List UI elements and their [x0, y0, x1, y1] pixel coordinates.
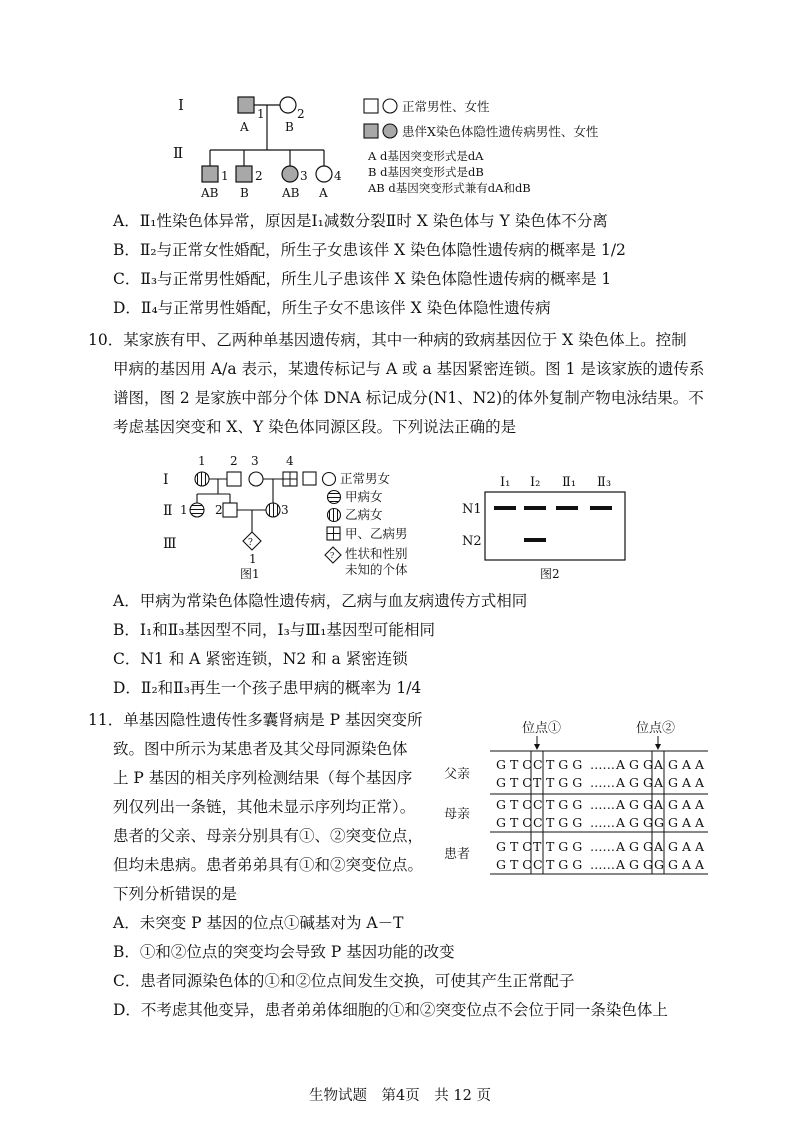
q11-seq-cell: T G G	[546, 815, 583, 830]
q11-seq-cell: A	[654, 757, 664, 772]
q9-ii2-num: 2	[255, 169, 263, 183]
q11-seq-cell: T G G	[546, 839, 583, 854]
q11-stem-line3: 上 P 基因的相关序列检测结果（每个基因序	[113, 769, 413, 787]
q9-i1-num: 1	[257, 107, 265, 121]
q9-ii1-num: 1	[221, 169, 229, 183]
q10-ii3-num: 3	[281, 503, 289, 517]
q11-seq-cell: G A A	[668, 757, 704, 772]
q11-stem-line4: 列仅列出一条链，其他未显示序列均正常）。	[113, 798, 416, 816]
q11-seq-cell: ……	[590, 857, 615, 872]
q11-seq-cell: C	[533, 815, 543, 830]
q11-seq-cell: T G G	[546, 757, 583, 772]
q10-i2-symbol	[227, 472, 241, 486]
q11-seq-cell: G A A	[668, 857, 704, 872]
q11-seq-cell: ……	[590, 839, 615, 854]
q10-stem-line3: 谱图，图 2 是家族中部分个体 DNA 标记成分(N1、N2)的体外复制产物电泳结果。不	[113, 389, 704, 407]
q10-legend-unknown-2: 未知的个体	[345, 562, 408, 577]
q11-seq-cell: T	[533, 775, 542, 790]
svg-text:?: ?	[248, 538, 253, 548]
q10-gel-lane-1: Ⅰ₁	[500, 475, 511, 490]
q10-gel-lane-3: Ⅱ₁	[562, 475, 577, 490]
q9-gen-I: Ⅰ	[178, 96, 184, 114]
q10-gel-n1-label: N1	[462, 502, 482, 517]
q11-seq-cell: A G G	[616, 757, 653, 772]
q11-seq-cell: A G G	[616, 797, 653, 812]
q10-fig2-caption: 图2	[540, 567, 560, 581]
q10-ii2-symbol	[223, 503, 237, 517]
q11-option-c: C．患者同源染色体的①和②位点间发生交换，可使其产生正常配子	[113, 972, 575, 990]
q11-mother-label: 母亲	[444, 807, 471, 822]
q9-ii3-num: 3	[300, 169, 308, 183]
q11-seq-cell: A	[654, 797, 664, 812]
q10-i3-num: 3	[251, 454, 259, 468]
q11-stem-line2: 致。图中所示为某患者及其父母同源染色体	[113, 740, 408, 758]
q10-i1-num: 1	[198, 454, 206, 468]
q11-seq-cell: ……	[590, 797, 615, 812]
q9-legend-affected: 患伴X染色体隐性遗传病男性、女性	[402, 124, 599, 139]
q10-i3-symbol	[249, 472, 263, 486]
q9-legend-ab: AB d基因突变形式兼有dA和dB	[368, 181, 531, 195]
q11-seq-cell: A	[654, 839, 664, 854]
q11-stem-line5: 患者的父亲、母亲分别具有①、②突变位点，	[113, 827, 424, 845]
q11-seq-cell: A G G	[616, 775, 653, 790]
q9-ii3-symbol	[282, 166, 298, 182]
q10-iii1-num: 1	[249, 552, 257, 566]
q11-seq-cell: A G G	[616, 857, 653, 872]
q9-ii4-geno: A	[319, 186, 328, 200]
q11-stem-line1: 11．单基因隐性遗传性多囊肾病是 P 基因突变所	[88, 711, 423, 729]
q11-seq-cell: G T C	[496, 775, 532, 790]
q10-gel-lane-4: Ⅱ₃	[597, 475, 612, 490]
q11-seq-cell: ……	[590, 757, 615, 772]
q9-pedigree-figure	[0, 0, 800, 205]
q11-stem-line7: 下列分析错误的是	[113, 885, 238, 903]
q11-father-label: 父亲	[444, 767, 471, 782]
q10-gel-band-ii1-n1	[556, 506, 578, 510]
q11-seq-cell: A	[654, 775, 664, 790]
q10-gel-band-i1-n1	[494, 506, 516, 510]
q10-gel-band-ii3-n1	[590, 506, 612, 510]
q10-i1-symbol	[195, 472, 209, 486]
q11-seq-cell: G	[654, 857, 664, 872]
q10-gen-III: Ⅲ	[163, 536, 177, 552]
q11-stem-line6: 但均未患病。患者弟弟具有①和②突变位点。	[113, 856, 424, 874]
page-footer: 生物试题 第4页 共 12 页	[309, 1088, 491, 1104]
q10-gel-frame	[485, 492, 625, 560]
q10-legend-normal: 正常男女	[340, 471, 391, 486]
q11-sequence-figure	[440, 714, 720, 884]
q9-option-d: D．Ⅱ₄与正常男性婚配，所生子女不患该伴 X 染色体隐性遗传病	[113, 299, 551, 317]
q11-seq-cell: G A A	[668, 797, 704, 812]
q11-seq-cell: C	[533, 757, 543, 772]
q9-ii2-symbol	[236, 166, 252, 182]
q11-site2-label: 位点②	[636, 721, 676, 736]
q10-stem-line2: 甲病的基因用 A/a 表示，某遗传标记与 A 或 a 基因紧密连锁。图 1 是该家族的遗传系	[113, 360, 705, 378]
q10-legend-both: 甲、乙病男	[345, 526, 408, 541]
q10-ii1-num: 1	[180, 503, 188, 517]
q9-ii4-num: 4	[334, 169, 342, 183]
q11-seq-cell: C	[533, 857, 543, 872]
q9-legend-normal: 正常男性、女性	[402, 99, 490, 114]
q11-seq-cell: G A A	[668, 775, 704, 790]
q11-seq-cell: G T C	[496, 757, 532, 772]
q11-seq-cell: G A A	[668, 839, 704, 854]
q11-seq-cell: ……	[590, 775, 615, 790]
q11-seq-cell: T G G	[546, 775, 583, 790]
q10-gel-band-i2-n1	[524, 506, 546, 510]
q9-ii3-geno: AB	[282, 186, 300, 200]
q10-ii2-num: 2	[215, 503, 223, 517]
q10-ii3-symbol	[266, 503, 280, 517]
q10-ii1-symbol	[190, 503, 204, 517]
q10-gel-band-i2-n2	[524, 538, 546, 542]
q9-gen-II: Ⅱ	[173, 144, 184, 162]
q10-legend-yi: 乙病女	[345, 507, 383, 522]
q11-seq-cell: G T C	[496, 857, 532, 872]
q11-patient-label: 患者	[444, 847, 471, 862]
q11-seq-cell: G	[654, 815, 664, 830]
svg-text:?: ?	[330, 551, 335, 560]
q10-gel-lane-2: Ⅰ₂	[530, 475, 541, 490]
q9-legend-b: B d基因突变形式是dB	[368, 165, 484, 179]
q11-seq-cell: T G G	[546, 797, 583, 812]
q10-legend-jia: 甲病女	[345, 489, 383, 504]
q9-option-b: B．Ⅱ₂与正常女性婚配，所生子女患该伴 X 染色体隐性遗传病的概率是 1/2	[113, 241, 626, 259]
q11-option-b: B．①和②位点的突变均会导致 P 基因功能的改变	[113, 943, 455, 961]
q11-seq-cell: T	[533, 839, 542, 854]
q10-fig1-caption: 图1	[240, 567, 260, 581]
q11-seq-cell: G T C	[496, 797, 532, 812]
q11-seq-cell: G A A	[668, 815, 704, 830]
q9-i2-symbol	[280, 97, 296, 113]
q11-seq-cell: A G G	[616, 839, 653, 854]
q10-option-b: B．Ⅰ₁和Ⅱ₃基因型不同，Ⅰ₃与Ⅲ₁基因型可能相同	[113, 621, 435, 639]
q9-i1-geno: A	[240, 120, 249, 134]
q9-option-c: C．Ⅱ₃与正常男性婚配，所生儿子患该伴 X 染色体隐性遗传病的概率是 1	[113, 270, 612, 288]
q10-figures	[0, 448, 800, 588]
q10-gen-I: Ⅰ	[163, 472, 169, 488]
q10-option-c: C．N1 和 A 紧密连锁，N2 和 a 紧密连锁	[113, 650, 408, 668]
q10-i4-num: 4	[286, 454, 294, 468]
q11-seq-cell: G T C	[496, 839, 532, 854]
q10-gel-n2-label: N2	[462, 534, 482, 549]
q10-option-a: A．甲病为常染色体隐性遗传病，乙病与血友病遗传方式相同	[113, 592, 528, 610]
q11-seq-cell: C	[533, 797, 543, 812]
q9-ii2-geno: B	[240, 186, 249, 200]
q11-seq-cell: ……	[590, 815, 615, 830]
q9-ii1-symbol	[202, 166, 218, 182]
q10-i2-num: 2	[230, 454, 238, 468]
q10-stem-line4: 考虑基因突变和 X、Y 染色体同源区段。下列说法正确的是	[113, 418, 517, 436]
q9-option-a: A．Ⅱ₁性染色体异常，原因是Ⅰ₁减数分裂Ⅱ时 X 染色体与 Y 染色体不分离	[113, 212, 608, 230]
q10-option-d: D．Ⅱ₂和Ⅱ₃再生一个孩子患甲病的概率为 1/4	[113, 679, 422, 697]
q9-i2-geno: B	[285, 120, 294, 134]
q11-site1-label: 位点①	[522, 721, 562, 736]
q9-legend-a: A d基因突变形式是dA	[368, 149, 484, 163]
q10-gen-II: Ⅱ	[163, 503, 173, 519]
q9-i2-num: 2	[297, 107, 305, 121]
q11-seq-cell: A G G	[616, 815, 653, 830]
q11-seq-cell: G T C	[496, 815, 532, 830]
q9-ii4-symbol	[316, 166, 332, 182]
q10-legend-unknown-1: 性状和性别	[345, 546, 408, 561]
q11-option-a: A．未突变 P 基因的位点①碱基对为 A－T	[113, 914, 404, 932]
q10-stem-line1: 10．某家族有甲、乙两种单基因遗传病，其中一种病的致病基因位于 X 染色体上。控制	[88, 331, 687, 349]
q9-ii1-geno: AB	[201, 186, 219, 200]
q11-option-d: D．不考虑其他变异，患者弟弟体细胞的①和②突变位点不会位于同一条染色体上	[113, 1001, 668, 1019]
q11-seq-cell: T G G	[546, 857, 583, 872]
q9-i1-symbol	[238, 97, 254, 113]
